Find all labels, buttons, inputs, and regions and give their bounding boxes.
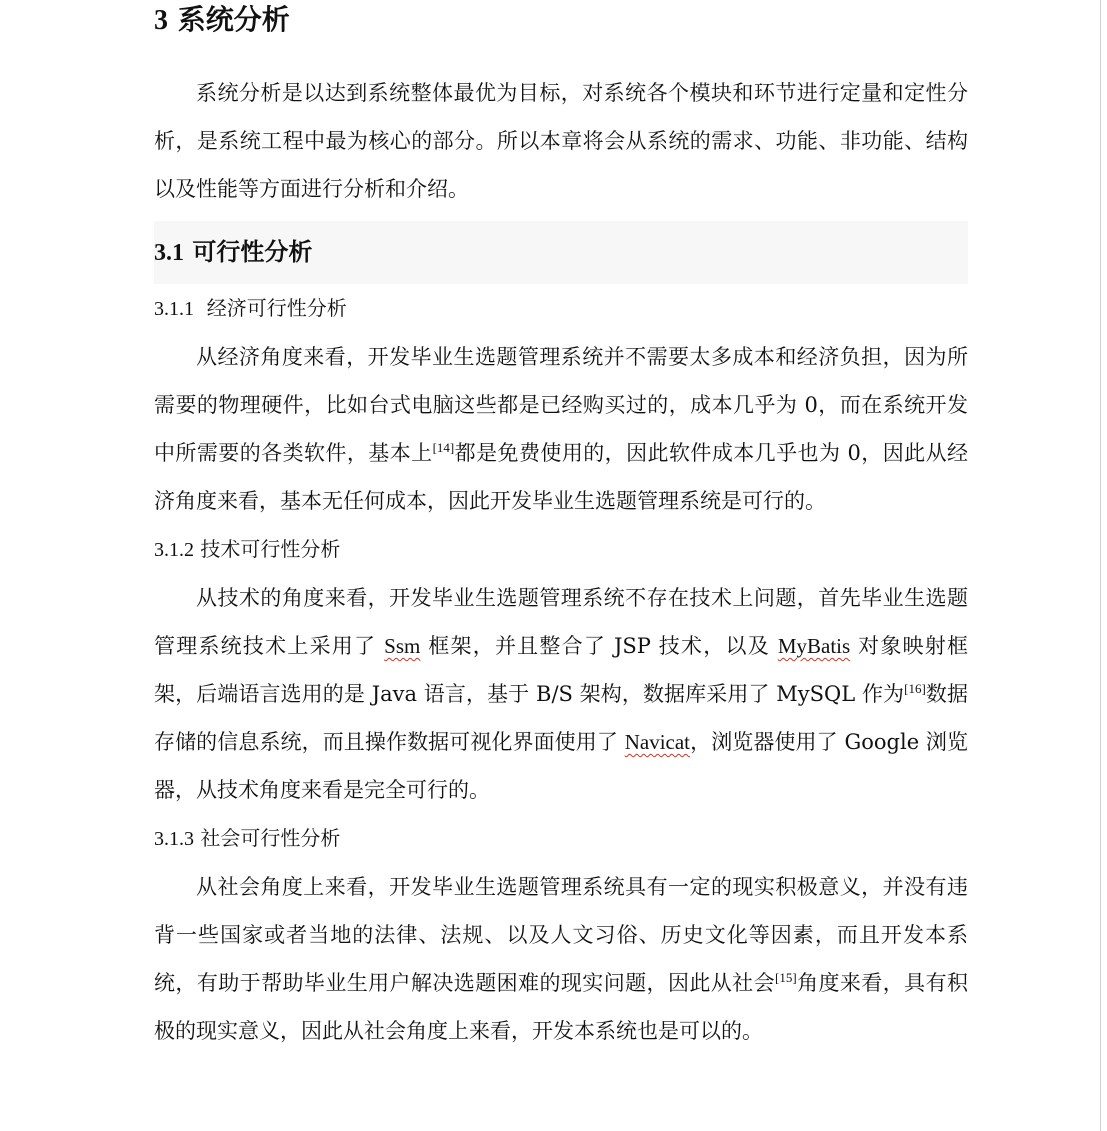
subsection-title: 经济可行性分析 bbox=[206, 296, 347, 320]
subsection-number: 3.1.1 bbox=[154, 298, 194, 320]
citation-ref: [16] bbox=[904, 681, 926, 696]
social-feasibility-paragraph bbox=[154, 863, 968, 1055]
chapter-number: 3 bbox=[154, 5, 168, 36]
paragraph-text: 都是免费使用的，因此软件成本几乎也为 0，因此从经济角度来看，基本无任何成本，因此开发毕业生选题管理系统是可行的。 bbox=[154, 441, 968, 513]
paragraph-text: 从技术的角度来看，开发毕业生选题管理系统不存在技术上问题，首先毕业生选题管理系统技术上采用了 bbox=[154, 586, 968, 658]
subsection-number: 3.1.2 bbox=[154, 539, 194, 561]
subsection-heading-3-1-3 bbox=[154, 814, 968, 863]
paragraph-text: 数据存储的信息系统，而且操作数据可视化界面使用了 bbox=[154, 682, 968, 754]
spellcheck-word-mybatis: MyBatis bbox=[777, 634, 851, 658]
section-number: 3.1 bbox=[154, 240, 184, 266]
chapter-intro-paragraph: 系统分析是以达到系统整体最优为目标，对系统各个模块和环节进行定量和定性分析，是系统工程中最为核心的部分。所以本章将会从系统的需求、功能、非功能、结构以及性能等方面进行分析和介绍。 bbox=[154, 81, 968, 201]
paragraph-text: 框架，并且整合了 JSP 技术，以及 bbox=[420, 634, 778, 658]
paragraph-text: 从社会角度上来看，开发毕业生选题管理系统具有一定的现实积极意义，并没有违背一些国家或者当地的法律、法规、以及人文习俗、历史文化等因素，而且开发本系统，有助于帮助毕业生用户解决选题困难的现实问题，因此从社会 bbox=[154, 875, 968, 995]
paragraph-text: ，浏览器使用了 Google 浏览器，从技术角度来看是完全可行的。 bbox=[154, 730, 968, 802]
chapter-title: 系统分析 bbox=[177, 3, 290, 36]
page-edge bbox=[1100, 0, 1101, 1131]
subsection-heading-3-1-1 bbox=[154, 284, 968, 333]
citation-ref: [14] bbox=[432, 440, 455, 455]
document-page bbox=[154, 0, 968, 1055]
citation-ref: [15] bbox=[775, 970, 797, 985]
subsection-title: 社会可行性分析 bbox=[200, 826, 341, 850]
economic-feasibility-paragraph bbox=[154, 333, 968, 525]
spellcheck-word-navicat: Navicat bbox=[624, 730, 691, 754]
section-title: 可行性分析 bbox=[192, 237, 313, 266]
technical-feasibility-paragraph bbox=[154, 574, 968, 814]
paragraph-text: 从经济角度来看，开发毕业生选题管理系统并不需要太多成本和经济负担，因为所需要的物理硬件，比如台式电脑这些都是已经购买过的，成本几乎为 0，而在系统开发中所需要的各类软件，基本上 bbox=[154, 345, 968, 465]
section-heading-3-1 bbox=[154, 221, 968, 284]
paragraph-text: 角度来看，具有积极的现实意义，因此从社会角度上来看，开发本系统也是可以的。 bbox=[154, 971, 969, 1043]
subsection-number: 3.1.3 bbox=[154, 828, 194, 850]
chapter-heading bbox=[154, 0, 968, 39]
subsection-title: 技术可行性分析 bbox=[200, 537, 341, 561]
spellcheck-word-ssm: Ssm bbox=[384, 634, 421, 658]
paragraph-text: 对象映射框架，后端语言选用的是 Java 语言，基于 B/S 架构，数据库采用了 MySQL 作为 bbox=[154, 634, 968, 706]
subsection-heading-3-1-2 bbox=[154, 525, 968, 574]
